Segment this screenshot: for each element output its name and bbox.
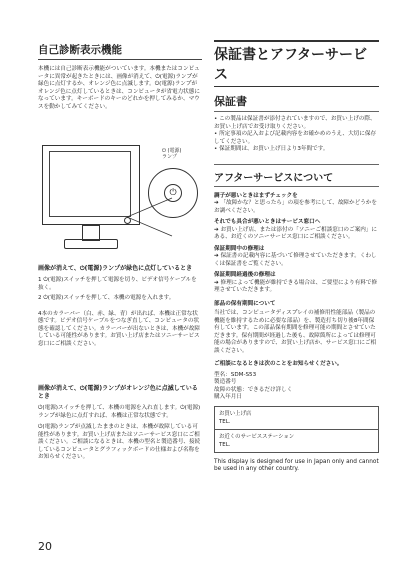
self-diagnosis-intro: 本機には自己診断表示機能がついています。本機またはコンピュータに異常が起きたときには、画像が消えて、⏻(電源)ランプが緑色に点灯するか、オレンジ色に点滅します。⏻(電源)ランプがオレンジ色に点灯しているときは、コンピュータが省電力状態になっています。キーボードのキーのどれかを押してみるか、マウスを動かしてみてください。 — [38, 66, 200, 110]
warranty-main-heading: 保証書とアフターサービス — [214, 40, 379, 87]
store-tel: TEL. — [219, 418, 231, 425]
section1-step-2: 2 ⏻(電源)スイッチを押して、本機の電源を入れます。 — [38, 295, 175, 301]
in-warranty-heading: 保証期間中の修理は — [214, 245, 265, 252]
japan-only-note: This display is designed for use in Japan only and cannot be used in any other country. — [214, 458, 379, 472]
check-first-text: ➔ 「故障かな？と思ったら」の項を参考にして、故障かどうかをお調べください。 — [214, 200, 379, 215]
warranty-list — [214, 116, 379, 154]
section1-body: 4本のカラーバー（白、赤、緑、青）が出れば、本機は正常な状態です。ビデオ信号ケーブルをつなぎ直して、コンピュータの状態を確認してください。カラーバーが出ないときは、本機が故障している可能性があります。お買い上げ店またはソニーサービス窓口にご相談ください。 — [38, 310, 200, 347]
warranty-item: • この製品は保証書が添付されていますので、お買い上げの際、お買い上げ店でお受け取りください。 — [214, 116, 379, 131]
contact-fields — [214, 372, 379, 402]
section2-body-1: ⏻(電源)スイッチを押して、本機の電源を入れ直します。⏻(電源)ランプが緑色に点灯すれば、本機は正常な状態です。 — [38, 405, 201, 419]
parts-period-text: 当社では、コンピュータディスプレイの補修用性能部品（製品の機能を維持するために必要な部品）を、製造打ち切り後8年間保有しています。この部品保有期間を修理可能の期間とさせていただきます。保有期間が経過した後も、故障箇所によっては修理可能の場合がありますので、お買い上げ店か、サービス窓口にご相談ください。 — [214, 310, 377, 354]
section2-body-2: ⏻(電源)ランプが点滅したままのときは、本機が故障している可能性があります。お買い上げ店またはソニーサービス窓口にご相談ください。ご相談になるときは、本機の型名と製造番号、接続しているコンピュータとグラフィックボードの仕様および名称をお知らせください。 — [38, 424, 201, 460]
service-station-label: お近くのサービスステーション — [219, 433, 295, 440]
store-label: お買い上げ店 — [219, 410, 252, 417]
contact-field: 型名：SDM-S53 — [214, 371, 257, 378]
post-warranty-text: ➔ 修理によって機能が維持できる場合は、ご要望により有料で修理させていただきます。 — [214, 280, 379, 295]
section2-title: 画像が消えて、⏻(電源)ランプがオレンジ色に点滅しているとき — [38, 385, 198, 400]
service-station-tel: TEL. — [219, 441, 231, 448]
contact-field: 製造番号 — [214, 379, 237, 385]
post-warranty-heading: 保証期間経過後の修理は — [214, 272, 276, 278]
warranty-heading: 保証書 — [214, 93, 379, 112]
power-icon: ⏻ — [164, 184, 182, 202]
service-station-box — [214, 430, 379, 453]
section1-title: 画像が消えて、⏻(電源)ランプが緑色に点灯しているとき — [38, 265, 193, 272]
warranty-item: • 保証期間は、お買い上げ日より3年間です。 — [214, 146, 379, 154]
service-window-text: ➔ お買い上げ店、または添付の「ソニーご相談窓口のご案内」にある、お近くのソニーサービス窓口にご相談ください。 — [214, 227, 379, 242]
contact-title: ご相談になるときは次のことをお知らせください。 — [214, 361, 343, 367]
section1-step-1: 1 ⏻(電源)スイッチを押して電源を切り、ビデオ信号ケーブルを抜く。 — [38, 277, 197, 291]
in-warranty-text: ➔ 保証書の記載内容に基づいて修理させていただきます。くわしくは保証書をご覧ください。 — [214, 253, 379, 268]
store-contact-box — [214, 406, 379, 430]
after-service-heading: アフターサービスについて — [214, 164, 379, 187]
warranty-item: • 所定事項の記入および記載内容をお確かめのうえ、大切に保存してください。 — [214, 131, 379, 146]
parts-period-heading: 部品の保有期間について — [214, 300, 276, 307]
page-number: 20 — [38, 540, 52, 553]
contact-field: 購入年月日 — [214, 394, 242, 400]
service-window-heading: それでも具合が悪いときはサービス窓口へ — [214, 219, 321, 225]
self-diagnosis-heading: 自己診断表示機能 — [38, 42, 202, 60]
check-first-heading: 調子が悪いときはまずチェックを — [214, 192, 298, 199]
power-lamp-zoom — [148, 168, 198, 218]
power-lamp-label: ⏻ (電源) ランプ — [162, 148, 182, 160]
contact-field: 故障の状態：できるだけ詳しく — [214, 386, 293, 393]
